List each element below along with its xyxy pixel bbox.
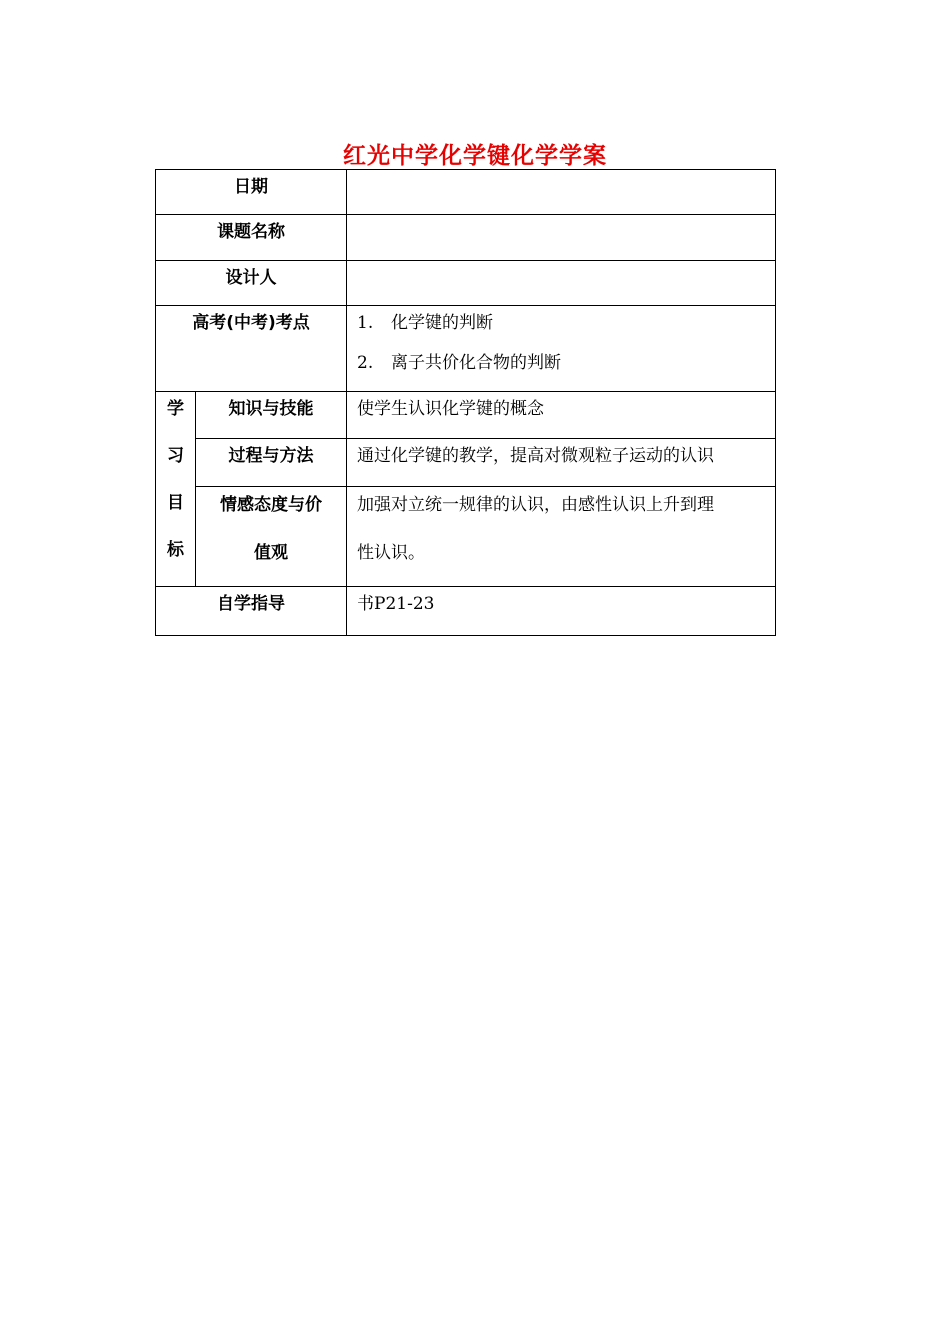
row-goal-process xyxy=(156,439,776,487)
goal-emotion-value-line: 性认识。 xyxy=(357,543,425,564)
exam-point-item xyxy=(357,352,769,374)
topic-label: 课题名称 xyxy=(156,215,347,261)
topic-value xyxy=(347,215,776,261)
exam-points-value xyxy=(347,306,776,392)
row-goal-knowledge xyxy=(156,392,776,439)
goal-emotion-label-line: 值观 xyxy=(254,543,288,564)
designer-label: 设计人 xyxy=(156,261,347,306)
goals-label-char: 目 xyxy=(167,493,184,513)
self-study-label: 自学指导 xyxy=(156,587,347,636)
goals-label-char: 学 xyxy=(167,399,184,419)
row-date xyxy=(156,170,776,215)
goal-emotion-value-line: 加强对立统一规律的认识，由感性认识上升到理 xyxy=(357,495,714,516)
exam-point-text: 离子共价化合物的判断 xyxy=(391,353,561,373)
exam-point-item xyxy=(357,312,769,334)
goal-process-value: 通过化学键的教学，提高对微观粒子运动的认识 xyxy=(347,439,776,487)
exam-point-text: 化学键的判断 xyxy=(391,313,493,333)
designer-value xyxy=(347,261,776,306)
goal-process-label: 过程与方法 xyxy=(196,439,347,487)
lesson-plan-table xyxy=(155,169,776,636)
row-exam-points xyxy=(156,306,776,392)
goals-label-char: 习 xyxy=(167,446,184,466)
row-self-study xyxy=(156,587,776,636)
learning-goals-label xyxy=(156,392,196,587)
exam-point-number: 2. xyxy=(357,353,374,373)
date-label: 日期 xyxy=(156,170,347,215)
goal-emotion-label-line: 情感态度与价 xyxy=(220,495,322,516)
exam-point-number: 1. xyxy=(357,313,374,333)
self-study-value: 书P21-23 xyxy=(347,587,776,636)
goal-knowledge-label: 知识与技能 xyxy=(196,392,347,439)
goals-label-char: 标 xyxy=(167,540,184,560)
date-value xyxy=(347,170,776,215)
document-title: 红光中学化学键化学学案 xyxy=(343,143,607,169)
row-topic xyxy=(156,215,776,261)
exam-points-label: 高考(中考)考点 xyxy=(156,306,347,392)
row-designer xyxy=(156,261,776,306)
goal-emotion-label xyxy=(196,487,347,587)
row-goal-emotion xyxy=(156,487,776,587)
goal-knowledge-value: 使学生认识化学键的概念 xyxy=(347,392,776,439)
goal-emotion-value xyxy=(347,487,776,587)
